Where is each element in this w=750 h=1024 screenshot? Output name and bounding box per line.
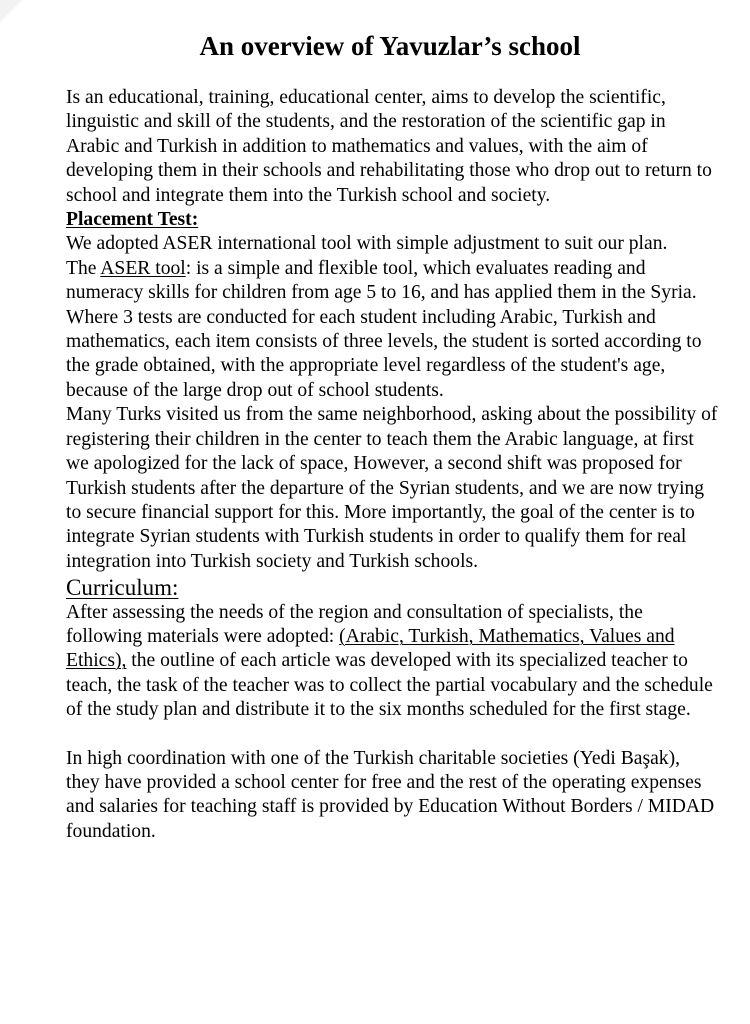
document-body [66,86,718,844]
curriculum-description: the outline of each article was developed with its specialized teacher to teach, the task of the teacher was to collect the partial vocabulary and the schedule of the study plan and distribute it to the six months scheduled for the first stage. [66,650,713,721]
curriculum-prefix: After assessing the needs of the region and consultation of specialists, the following materials were adopted: [66,601,643,647]
curriculum-paragraph [66,601,718,723]
tests-paragraph: Where 3 tests are conducted for each student including Arabic, Turkish and mathematics, each item consists of three levels, the student is sorted according to the grade obtained, with the appropriate level regardless of the student's age, because of the large drop out of school students. [66,306,702,401]
page-corner-fold [0,0,22,22]
aser-tool-term: ASER tool [100,257,186,279]
aser-prefix: The [66,257,101,279]
curriculum-heading: Curriculum: [66,575,179,601]
document-title: An overview of Yavuzlar’s school [199,31,581,61]
paragraph-spacer [66,723,718,747]
closing-paragraph: In high coordination with one of the Turkish charitable societies (Yedi Başak), they have provided a school center for free and the rest of the operating expenses and salaries for teaching staff is provided by Education Without Borders / MIDAD foundation. [66,747,715,842]
turks-paragraph: Many Turks visited us from the same neighborhood, asking about the possibility of registering their children in the center to teach them the Arabic language, at first we apologized for the lack of space, However, a second shift was proposed for Turkish students after the departure of the Syrian students, and we are now trying to secure financial support for this. More importantly, the goal of the center is to integrate Syrian students with Turkish students in order to qualify them for real integration into Turkish society and Turkish schools. [66,404,718,572]
aser-description: : is a simple and flexible tool, which evaluates reading and numeracy skills for children from age 5 to 16, and has applied them in the Syria. [66,257,697,304]
aser-paragraph [66,257,718,306]
intro-paragraph: Is an educational, training, educational center, aims to develop the scientific, linguistic and skill of the students, and the restoration of the scientific gap in Arabic and Turkish in addition to mathematics and values, with the aim of developing them in their schools and rehabilitating those who drop out to return to school and integrate them into the Turkish school and society. [66,87,712,206]
placement-test-heading: Placement Test: [66,209,199,231]
curriculum-materials: (Arabic, Turkish, Mathematics, Values and Ethics), [66,625,675,672]
placement-adopted-paragraph: We adopted ASER international tool with simple adjustment to suit our plan. [66,233,668,255]
